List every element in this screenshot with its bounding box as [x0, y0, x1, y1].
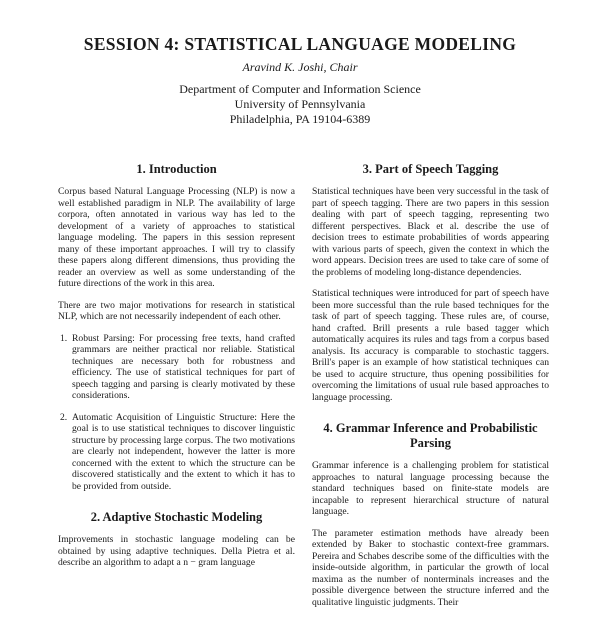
- section-heading-introduction: 1. Introduction: [136, 162, 217, 176]
- list-item-text: Automatic Acquisition of Linguistic Structure: Here the goal is to use statistical techniques to discover linguistic structure by processing large corpus. The two motivations are clearly not independent, however the latter is more concerned with the extent to which the structure can be discovered statistically and the extent to which it has to be provided from outside.: [72, 411, 295, 492]
- right-column: [312, 162, 549, 618]
- affiliation-department: Department of Computer and Information Science: [179, 82, 421, 96]
- grammar-paragraph-2: The parameter estimation methods have already been extended by Baker to stochastic context-free grammars. Pereira and Schabes describe some of the difficulties with the inside-outside algorithm, in particular the growth of local maxima as the number of nonterminals increases and the possible divergence between the structure inferred and the qualitative linguistic judgments. Their: [312, 527, 549, 608]
- session-chair: Aravind K. Joshi, Chair: [242, 60, 358, 74]
- motivation-list: [58, 333, 295, 493]
- intro-paragraph-2: There are two major motivations for research in statistical NLP, which are not necessarily independent of each other.: [58, 299, 295, 322]
- affiliation-university: University of Pennsylvania: [234, 97, 366, 111]
- section-heading-grammar-inference: 4. Grammar Inference and Probabilistic Parsing: [323, 421, 538, 450]
- left-column: [58, 162, 295, 579]
- grammar-paragraph-1: Grammar inference is a challenging problem for statistical approaches to natural language processing because the standard techniques based on finite-state models are incapable to represent hierarchical structure of natural language.: [312, 460, 549, 517]
- section-heading-pos-tagging: 3. Part of Speech Tagging: [362, 162, 499, 176]
- pos-paragraph-1: Statistical techniques have been very successful in the task of part of speech tagging. There are two papers in this session dealing with part of speech tagging, representing two different perspectives. Black et al. describe the use of decision trees to estimate probabilities of words appearing with various parts of speech, given the context in which the word appears. Decision trees are used to take care of some of the problems of modeling long-distance dependencies.: [312, 186, 549, 278]
- intro-paragraph-1: Corpus based Natural Language Processing (NLP) is now a well established paradigm in NLP. The availability of large corpora, often annotated in various way has led to the development of a variety of approaches to statistical language modeling. The papers in this session represent many of these important approaches. I will try to classify these papers along different dimensions, thus providing the reader an overview as well as some understanding of the future directions of the work in this area.: [58, 186, 295, 289]
- section-spacer: [312, 413, 549, 421]
- pos-paragraph-2: Statistical techniques were introduced for part of speech have been more successful than the rule based techniques for the task of part of speech tagging. These rules are, of course, hand crafted. Brill presents a rule based tagger which automatically acquires its rules and tags from a corpus based analysis. Its accuracy is comparable to stochastic taggers. Brill's paper is an example of how statistical techniques can be used to acquire structure, thus opening possibilities for overcoming the limitations of usual rule based approaches to language processing.: [312, 288, 549, 403]
- affiliation-address: Philadelphia, PA 19104-6389: [229, 112, 371, 126]
- section-spacer: [58, 502, 295, 510]
- adaptive-paragraph-1: Improvements in stochastic language modeling can be obtained by using adaptive techniques. Della Pietra et al. describe an algorithm to adapt a n − gram language: [58, 534, 295, 568]
- list-item-number: 1.: [60, 332, 68, 344]
- affiliation-block: [0, 82, 600, 127]
- list-item-text: Robust Parsing: For processing free texts, hand crafted grammars are neither practical nor reliable. Statistical techniques are necessary both for robustness and efficiency. The use of statistical techniques for part of speech tagging and parsing is clearly motivated by these considerations.: [72, 332, 295, 401]
- section-heading-adaptive: 2. Adaptive Stochastic Modeling: [90, 510, 263, 524]
- list-item: [58, 333, 295, 402]
- list-item: [58, 412, 295, 493]
- list-item-number: 2.: [60, 411, 68, 423]
- page-title: SESSION 4: STATISTICAL LANGUAGE MODELING: [83, 34, 517, 54]
